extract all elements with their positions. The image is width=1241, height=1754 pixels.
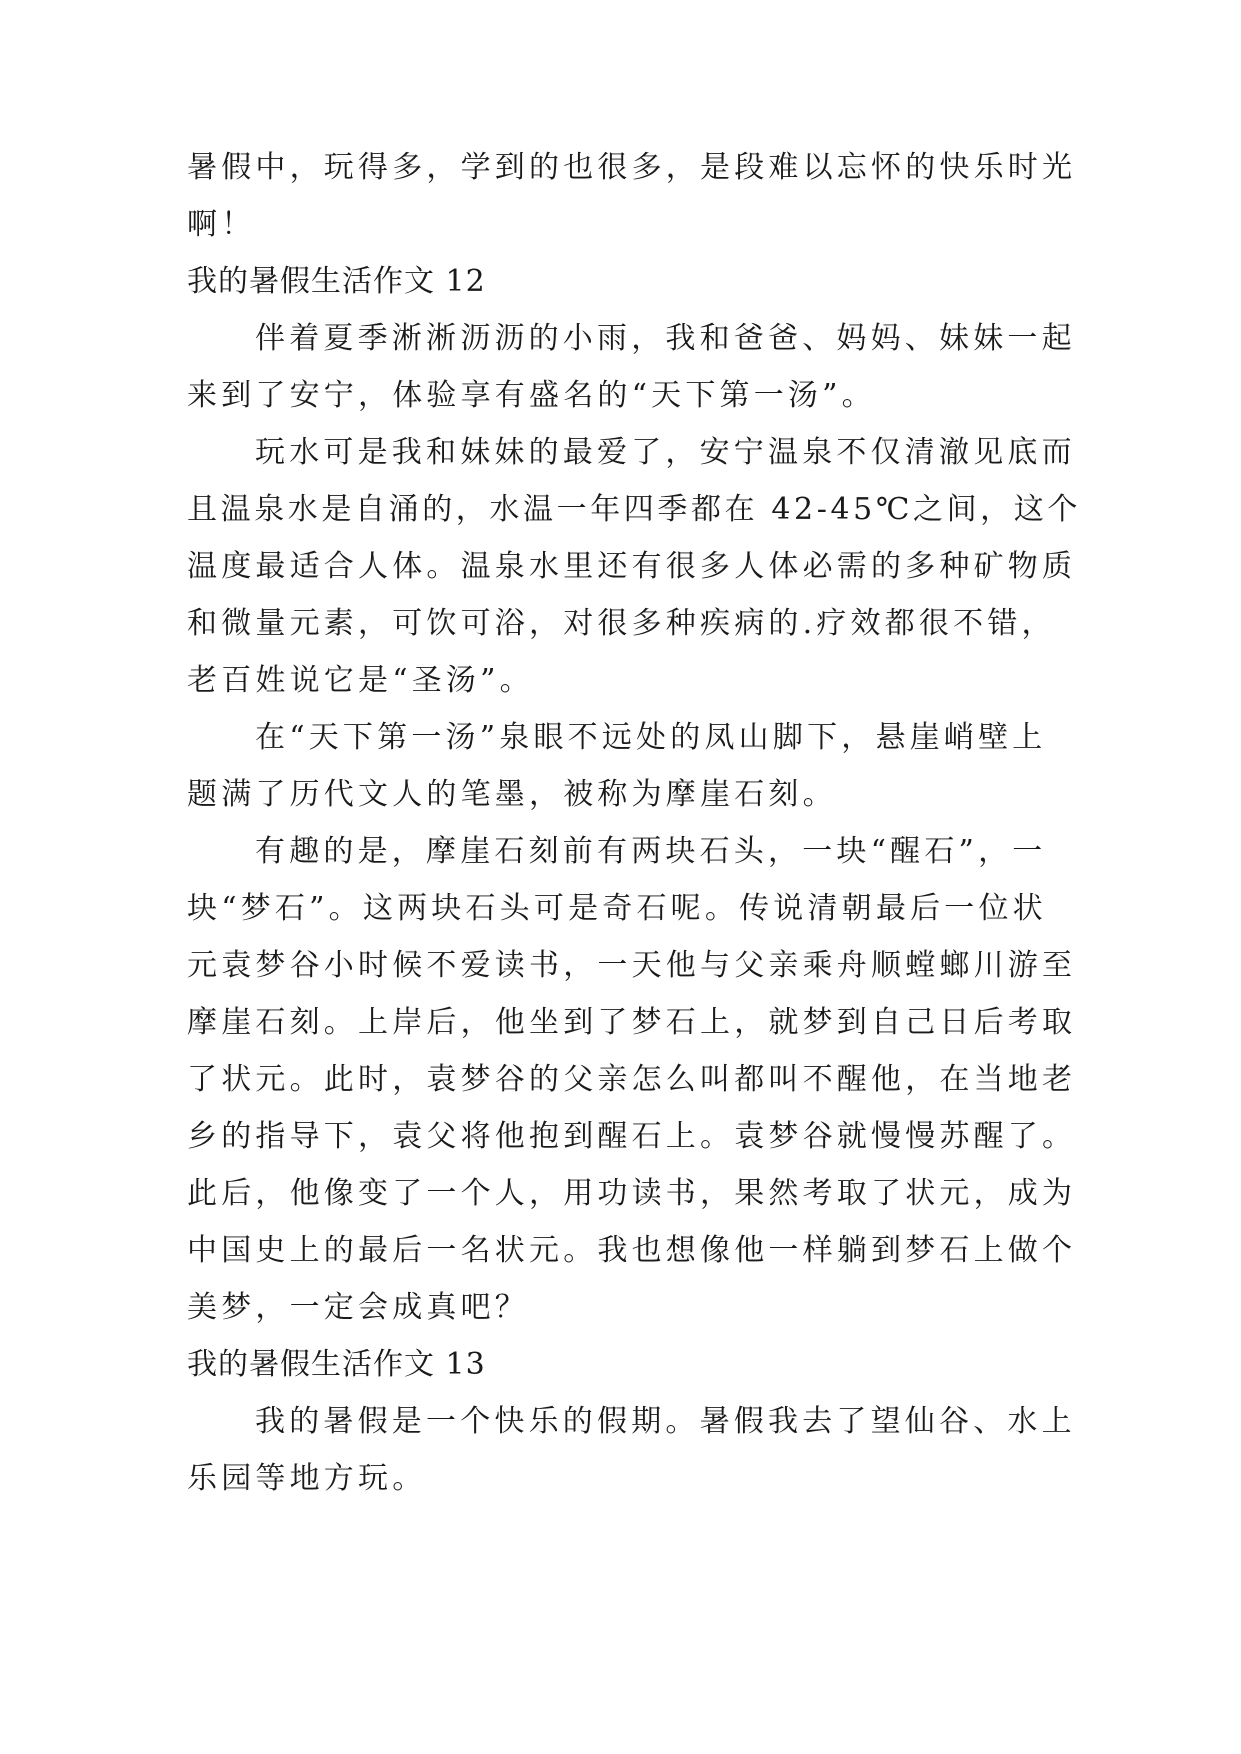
text-line: 块“梦石”。这两块石头可是奇石呢。传说清朝最后一位状 [187,891,1047,926]
text-line: 啊！ [187,207,256,242]
text-line: 有趣的是，摩崖石刻前有两块石头，一块“醒石”，一 [255,834,1047,869]
text-line: 此后，他像变了一个人，用功读书，果然考取了状元，成为 [187,1176,1077,1211]
essay-heading: 我的暑假生活作文 12 [187,264,486,299]
text-line: 题满了历代文人的笔墨，被称为摩崖石刻。 [187,777,837,812]
text-line: 老百姓说它是“圣汤”。 [187,663,534,698]
text-line: 美梦，一定会成真吧？ [187,1290,529,1325]
text-line: 摩崖石刻。上岸后，他坐到了梦石上，就梦到自己日后考取 [187,1005,1077,1040]
text-line: 暑假中，玩得多，学到的也很多，是段难以忘怀的快乐时光 [187,150,1077,185]
text-line: 中国史上的最后一名状元。我也想像他一样躺到梦石上做个 [187,1233,1077,1268]
text-line: 玩水可是我和妹妹的最爱了，安宁温泉不仅清澈见底而 [255,435,1076,470]
text-line: 且温泉水是自涌的，水温一年四季都在 42-45℃之间，这个 [187,492,1081,527]
text-line: 温度最适合人体。温泉水里还有很多人体必需的多种矿物质 [187,549,1077,584]
text-line: 我的暑假是一个快乐的假期。暑假我去了望仙谷、水上 [255,1404,1076,1439]
text-line: 元袁梦谷小时候不爱读书，一天他与父亲乘舟顺螳螂川游至 [187,948,1077,983]
text-line: 在“天下第一汤”泉眼不远处的凤山脚下，悬崖峭壁上 [255,720,1047,755]
text-line: 了状元。此时，袁梦谷的父亲怎么叫都叫不醒他，在当地老 [187,1062,1077,1097]
text-line: 来到了安宁，体验享有盛名的“天下第一汤”。 [187,378,876,413]
essay-heading: 我的暑假生活作文 13 [187,1347,486,1382]
text-line: 乡的指导下，袁父将他抱到醒石上。袁梦谷就慢慢苏醒了。 [187,1119,1077,1154]
text-line: 伴着夏季淅淅沥沥的小雨，我和爸爸、妈妈、妹妹一起 [255,321,1076,356]
text-line: 和微量元素，可饮可浴，对很多种疾病的.疗效都很不错， [187,606,1056,641]
text-line: 乐园等地方玩。 [187,1461,427,1496]
